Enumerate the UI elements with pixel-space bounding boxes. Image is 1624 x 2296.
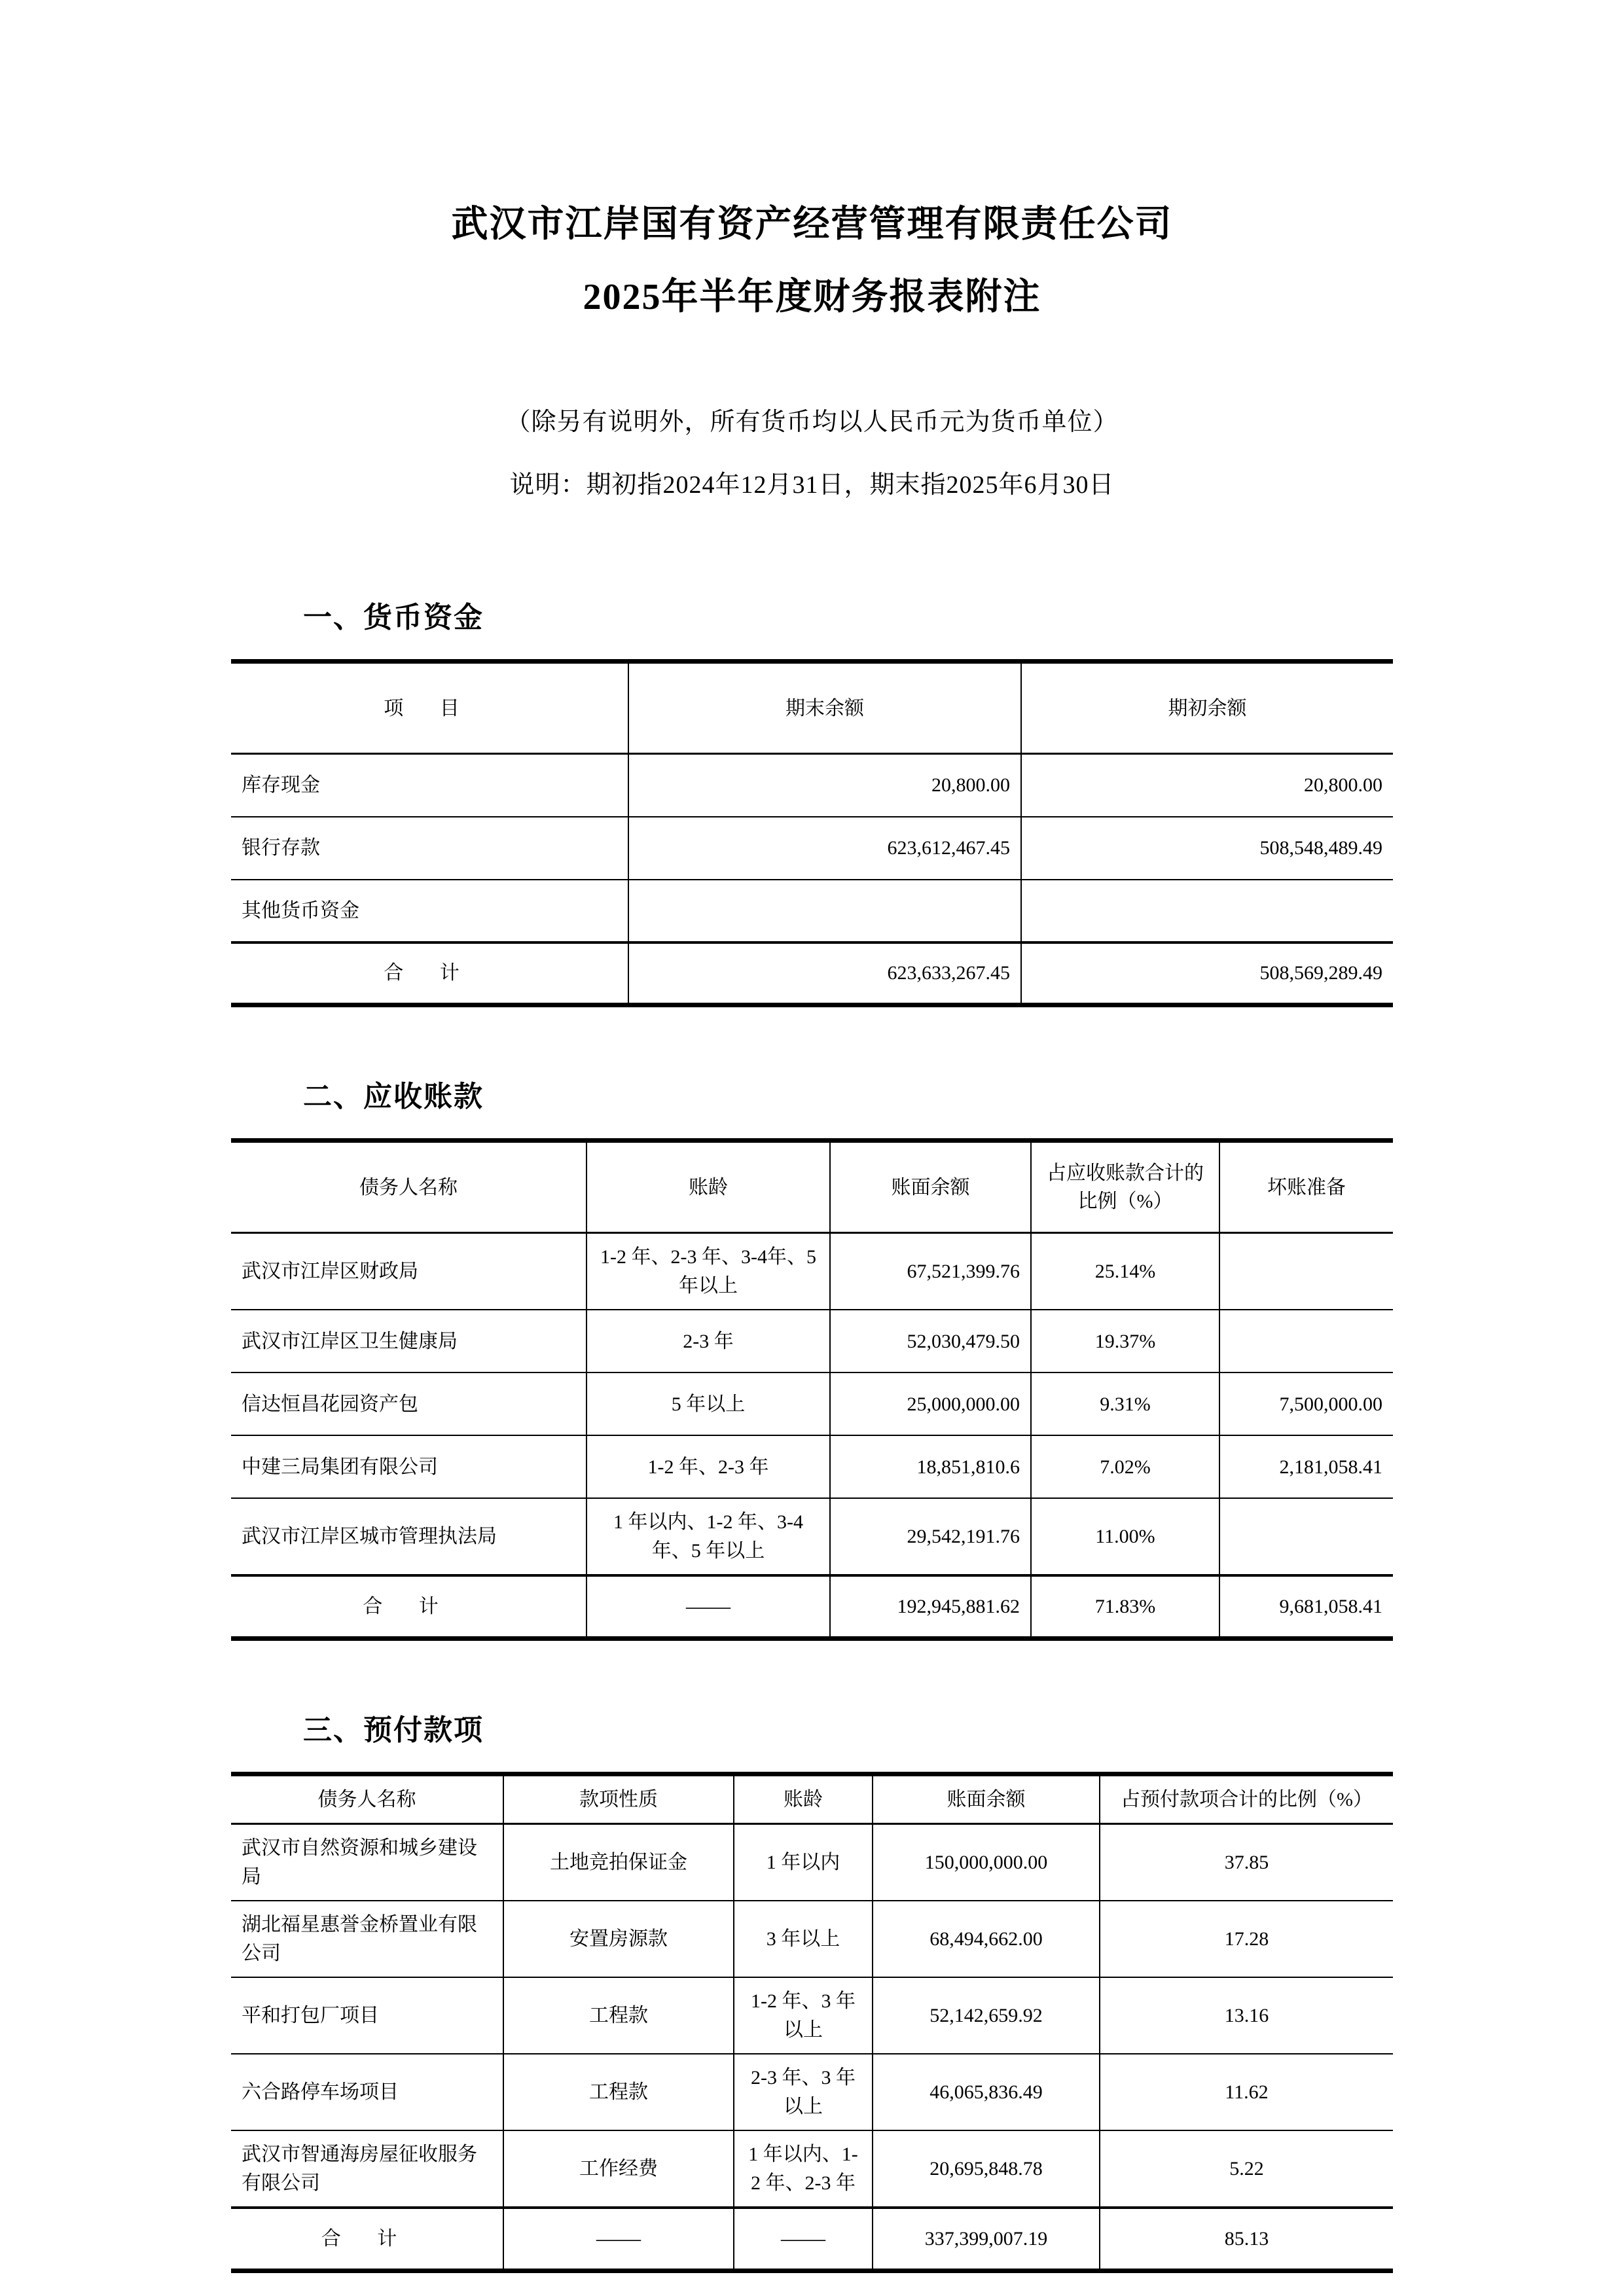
cell-aging: 1 年以内、1-2 年、3-4年、5 年以上: [586, 1498, 830, 1575]
cell-debtor-name: 武汉市江岸区城市管理执法局: [231, 1498, 586, 1575]
cell-book-balance: 25,000,000.00: [830, 1372, 1031, 1435]
table-header-row: [231, 1774, 1393, 1824]
table-row: [231, 2130, 1393, 2208]
table-total-row: [231, 1575, 1393, 1638]
cell-book-balance: 68,494,662.00: [873, 1901, 1100, 1977]
cell-total-ending-balance: 623,633,267.45: [628, 942, 1021, 1005]
table-row: [231, 2054, 1393, 2130]
table-row: [231, 880, 1393, 942]
table-row: [231, 1498, 1393, 1575]
cell-aging: 1-2 年、3 年以上: [734, 1977, 873, 2054]
column-header-debtor-name: 债务人名称: [231, 1774, 503, 1824]
cell-debtor-name: 平和打包厂项目: [231, 1977, 503, 2054]
table-total-row: [231, 942, 1393, 1005]
cell-debtor-name: 中建三局集团有限公司: [231, 1435, 586, 1498]
cell-beginning-balance: 20,800.00: [1021, 754, 1393, 817]
cell-debtor-name: 武汉市江岸区财政局: [231, 1233, 586, 1310]
table-row: [231, 1310, 1393, 1372]
cell-aging: 2-3 年: [586, 1310, 830, 1372]
cell-aging: 5 年以上: [586, 1372, 830, 1435]
cell-ratio: 17.28: [1100, 1901, 1393, 1977]
column-header-debtor-name: 债务人名称: [231, 1141, 586, 1233]
cell-debtor-name: 六合路停车场项目: [231, 2054, 503, 2130]
cell-ratio: 11.00%: [1031, 1498, 1219, 1575]
cell-payment-nature: 安置房源款: [503, 1901, 734, 1977]
cell-book-balance: 150,000,000.00: [873, 1824, 1100, 1901]
cell-total-book-balance: 192,945,881.62: [830, 1575, 1031, 1638]
cell-ratio: 19.37%: [1031, 1310, 1219, 1372]
currency-note: （除另有说明外，所有货币均以人民币元为货币单位）: [505, 408, 1119, 436]
cell-book-balance: 18,851,810.6: [830, 1435, 1031, 1498]
cell-total-label: 合 计: [231, 2208, 503, 2270]
table-header-row: [231, 662, 1393, 754]
table-row: [231, 1901, 1393, 1977]
cell-item: 银行存款: [231, 817, 628, 880]
cell-bad-debt-provision: [1219, 1233, 1393, 1310]
cell-bad-debt-provision: 7,500,000.00: [1219, 1372, 1393, 1435]
column-header-ending-balance: 期末余额: [628, 662, 1021, 754]
cell-aging: 1-2 年、2-3 年、3-4年、5 年以上: [586, 1233, 830, 1310]
table-row: [231, 1233, 1393, 1310]
cell-aging: 2-3 年、3 年以上: [734, 2054, 873, 2130]
column-header-aging: 账龄: [586, 1141, 830, 1233]
cell-aging: 1 年以内: [734, 1824, 873, 1901]
document-header: [231, 0, 1393, 326]
table-total-row: [231, 2208, 1393, 2270]
table-row: [231, 754, 1393, 817]
cell-book-balance: 52,030,479.50: [830, 1310, 1031, 1372]
section-heading-3: 三、预付款项: [303, 1713, 484, 1746]
column-header-beginning-balance: 期初余额: [1021, 662, 1393, 754]
cell-total-label: 合 计: [231, 942, 628, 1005]
cell-debtor-name: 信达恒昌花园资产包: [231, 1372, 586, 1435]
cell-ending-balance: 20,800.00: [628, 754, 1021, 817]
cell-ratio: 13.16: [1100, 1977, 1393, 2054]
column-header-book-balance: 账面余额: [873, 1774, 1100, 1824]
cell-total-aging: ——: [586, 1575, 830, 1638]
column-header-ratio: 占应收账款合计的比例（%）: [1031, 1141, 1219, 1233]
cell-total-aging: ——: [734, 2208, 873, 2270]
column-header-aging: 账龄: [734, 1774, 873, 1824]
cell-book-balance: 20,695,848.78: [873, 2130, 1100, 2208]
cell-aging: 1 年以内、1-2 年、2-3 年: [734, 2130, 873, 2208]
cell-book-balance: 52,142,659.92: [873, 1977, 1100, 2054]
cell-total-ratio: 71.83%: [1031, 1575, 1219, 1638]
cell-item: 其他货币资金: [231, 880, 628, 942]
cell-debtor-name: 湖北福星惠誉金桥置业有限公司: [231, 1901, 503, 1977]
column-header-bad-debt-provision: 坏账准备: [1219, 1141, 1393, 1233]
cell-ratio: 25.14%: [1031, 1233, 1219, 1310]
cell-ratio: 37.85: [1100, 1824, 1393, 1901]
page-title: 武汉市江岸国有资产经营管理有限责任公司: [451, 204, 1173, 245]
cell-aging: 1-2 年、2-3 年: [586, 1435, 830, 1498]
cell-beginning-balance: [1021, 880, 1393, 942]
cell-total-bad-debt-provision: 9,681,058.41: [1219, 1575, 1393, 1638]
table-accounts-receivable: [231, 1138, 1393, 1641]
section-accounts-receivable: [231, 1073, 1393, 1641]
cell-ratio: 9.31%: [1031, 1372, 1219, 1435]
column-header-ratio: 占预付款项合计的比例（%）: [1100, 1774, 1393, 1824]
table-row: [231, 817, 1393, 880]
document-notes: [231, 403, 1393, 505]
cell-payment-nature: 工作经费: [503, 2130, 734, 2208]
section-heading-2: 二、应收账款: [303, 1081, 484, 1113]
table-row: [231, 1372, 1393, 1435]
table-header-row: [231, 1141, 1393, 1233]
cell-payment-nature: 工程款: [503, 2054, 734, 2130]
cell-bad-debt-provision: 2,181,058.41: [1219, 1435, 1393, 1498]
cell-ending-balance: 623,612,467.45: [628, 817, 1021, 880]
cell-debtor-name: 武汉市智通海房屋征收服务有限公司: [231, 2130, 503, 2208]
cell-total-book-balance: 337,399,007.19: [873, 2208, 1100, 2270]
cell-debtor-name: 武汉市江岸区卫生健康局: [231, 1310, 586, 1372]
cell-book-balance: 46,065,836.49: [873, 2054, 1100, 2130]
column-header-item: 项 目: [231, 662, 628, 754]
cell-ratio: 5.22: [1100, 2130, 1393, 2208]
section-prepayments: [231, 1706, 1393, 2273]
cell-total-label: 合 计: [231, 1575, 586, 1638]
cell-total-payment-nature: ——: [503, 2208, 734, 2270]
cell-book-balance: 67,521,399.76: [830, 1233, 1031, 1310]
cell-ratio: 11.62: [1100, 2054, 1393, 2130]
table-row: [231, 1977, 1393, 2054]
cell-book-balance: 29,542,191.76: [830, 1498, 1031, 1575]
section-heading-1: 一、货币资金: [303, 601, 484, 634]
page-subtitle: 2025年半年度财务报表附注: [583, 276, 1041, 317]
column-header-payment-nature: 款项性质: [503, 1774, 734, 1824]
cell-bad-debt-provision: [1219, 1310, 1393, 1372]
column-header-book-balance: 账面余额: [830, 1141, 1031, 1233]
table-row: [231, 1824, 1393, 1901]
table-row: [231, 1435, 1393, 1498]
cell-bad-debt-provision: [1219, 1498, 1393, 1575]
cell-total-ratio: 85.13: [1100, 2208, 1393, 2270]
cell-payment-nature: 土地竞拍保证金: [503, 1824, 734, 1901]
cell-ratio: 7.02%: [1031, 1435, 1219, 1498]
section-monetary-funds: [231, 594, 1393, 1007]
cell-ending-balance: [628, 880, 1021, 942]
table-monetary-funds: [231, 659, 1393, 1007]
table-prepayments: [231, 1772, 1393, 2273]
period-note: 说明：期初指2024年12月31日，期末指2025年6月30日: [509, 471, 1115, 499]
cell-item: 库存现金: [231, 754, 628, 817]
cell-debtor-name: 武汉市自然资源和城乡建设局: [231, 1824, 503, 1901]
cell-aging: 3 年以上: [734, 1901, 873, 1977]
cell-payment-nature: 工程款: [503, 1977, 734, 2054]
cell-total-beginning-balance: 508,569,289.49: [1021, 942, 1393, 1005]
cell-beginning-balance: 508,548,489.49: [1021, 817, 1393, 880]
